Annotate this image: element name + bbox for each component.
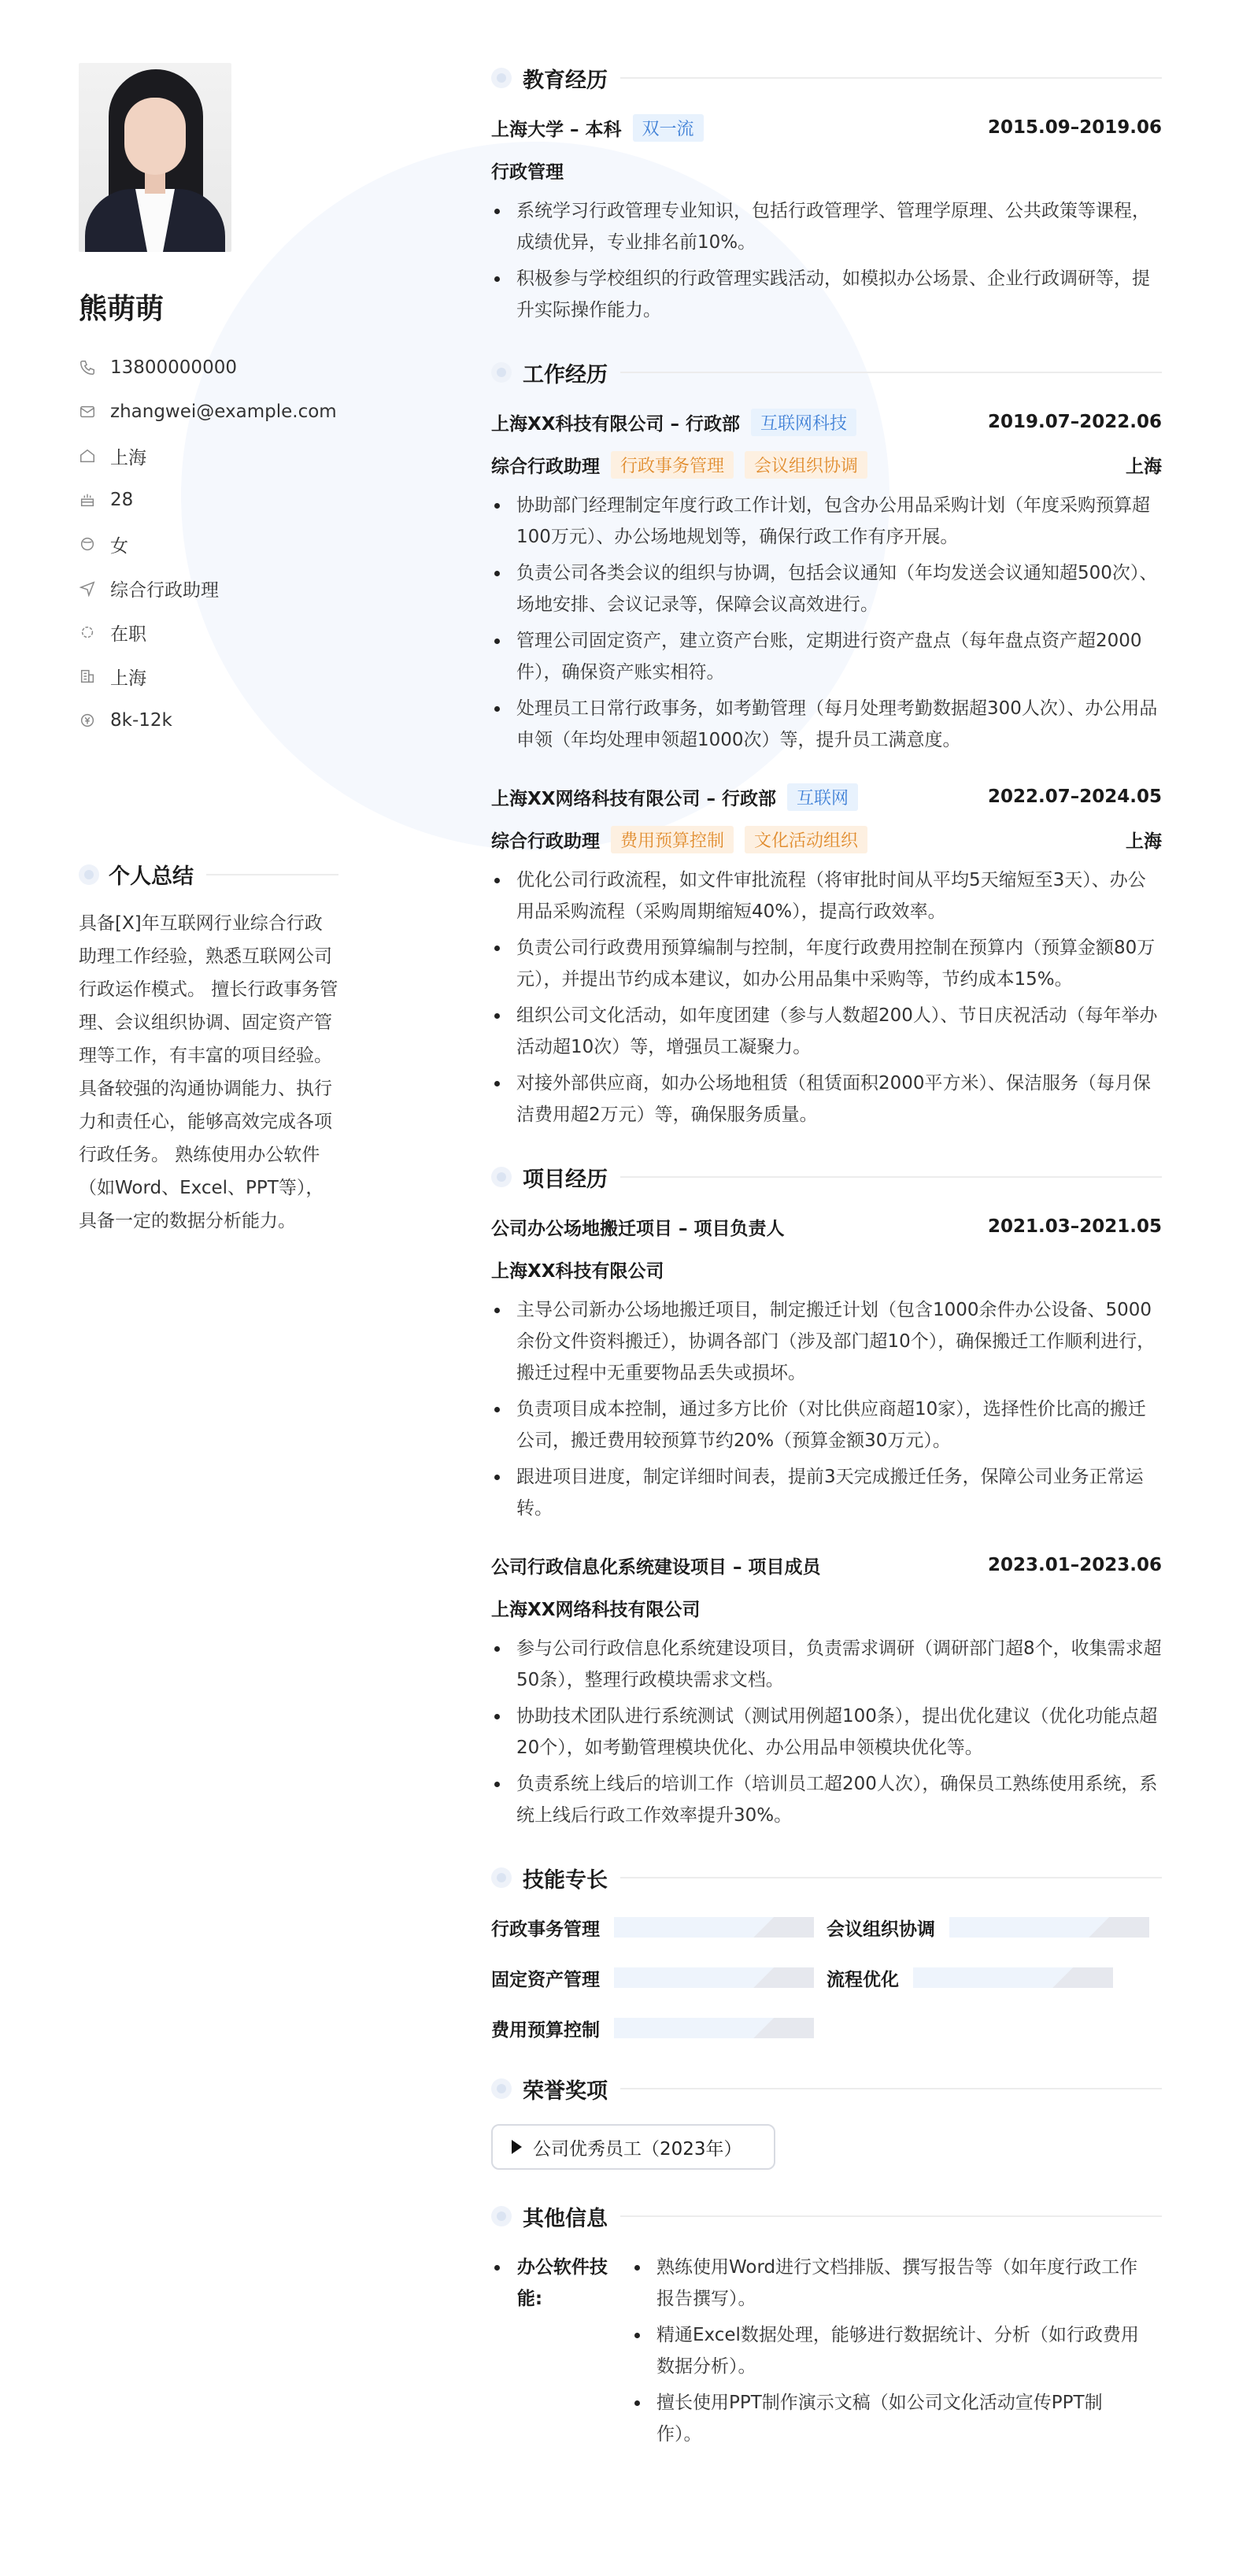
section-icon	[79, 864, 99, 885]
contact-info	[79, 346, 338, 742]
company-name: 上海XX网络科技有限公司 – 行政部	[491, 788, 776, 809]
list-item: 负责公司行政费用预算编制与控制，年度行政费用控制在预算内（预算金额80万元），并提出节约成本建议，如办公用品集中采购等，节约成本15%。	[491, 932, 1162, 995]
project-period: 2021.03–2021.05	[987, 1216, 1162, 1237]
divider	[620, 2215, 1162, 2217]
other-bullets	[631, 2252, 1143, 2455]
skill-name: 行政事务管理	[491, 1919, 600, 1940]
list-item: 负责公司各类会议的组织与协调，包括会议通知（年均发送会议通知超500次）、场地安排、会议记录等，保障会议高效进行。	[491, 557, 1162, 620]
section-title: 技能专长	[523, 1867, 608, 1893]
project-name: 公司办公场地搬迁项目 – 项目负责人	[491, 1218, 785, 1239]
skill-bar	[614, 1917, 814, 1938]
skill-tag: 文化活动组织	[745, 826, 867, 853]
award-label: 公司优秀员工（2023年）	[533, 2138, 742, 2160]
divider	[620, 1877, 1162, 1878]
mail-icon	[79, 403, 96, 420]
skill-bar-fill	[913, 1967, 1073, 1988]
main-content	[491, 63, 1162, 2486]
list-item: 主导公司新办公场地搬迁项目，制定搬迁计划（包含1000余件办公设备、5000余份文件资料搬迁），协调各部门（涉及部门超10个），确保搬迁工作顺利进行，搬迁过程中无重要物品丢失或损坏。	[491, 1294, 1162, 1389]
divider	[620, 2088, 1162, 2089]
phone-icon	[79, 359, 96, 376]
candidate-name: 熊萌萌	[79, 293, 165, 325]
divider	[620, 1176, 1162, 1178]
list-item: 跟进项目进度，制定详细时间表，提前3天完成搬迁任务，保障公司业务正常运转。	[491, 1461, 1162, 1524]
summary-text: 具备[X]年互联网行业综合行政助理工作经验，熟悉互联网公司行政运作模式。 擅长行政事务管理、会议组织协调、固定资产管理等工作，有丰富的项目经验。 具备较强的沟通协调能力、执行力和责任心，能够高效完成各项行政任务。 熟练使用办公软件（如Word、Excel、PPT等），具备一定的数据分析能力。	[79, 913, 338, 1231]
project-bullets	[491, 1294, 1162, 1524]
section-header	[491, 357, 1162, 387]
section-header	[491, 1863, 1162, 1893]
skill-bar	[614, 1967, 814, 1988]
info-gender	[79, 522, 338, 566]
project-company: 上海XX科技有限公司	[491, 1260, 664, 1282]
job-city: 上海	[1126, 831, 1162, 852]
project-name: 公司行政信息化系统建设项目 – 项目成员	[491, 1556, 821, 1578]
list-item: 协助技术团队进行系统测试（测试用例超100条），提出优化建议（优化功能点超20个），如考勤管理模块优化、办公用品申领模块优化等。	[491, 1701, 1162, 1764]
skills-grid	[491, 1913, 1162, 2042]
summary-header	[79, 859, 338, 890]
project-entry	[491, 1212, 1162, 1524]
info-text: zhangwei@example.com	[110, 402, 337, 422]
skill-bar-fill	[614, 2018, 774, 2038]
industry-tag: 互联网科技	[751, 409, 856, 436]
other-info	[491, 2252, 1162, 2455]
info-email	[79, 390, 338, 434]
section-header	[491, 2201, 1162, 2231]
job-period: 2019.07–2022.06	[987, 412, 1162, 432]
divider	[620, 372, 1162, 373]
avatar	[79, 63, 231, 252]
list-item: 协助部门经理制定年度行政工作计划，包含办公用品采购计划（年度采购预算超100万元）、办公场地规划等，确保行政工作有序开展。	[491, 490, 1162, 553]
company-name: 上海XX科技有限公司 – 行政部	[491, 413, 740, 435]
status-icon	[79, 624, 96, 641]
info-phone	[79, 346, 338, 390]
info-text: 在职	[110, 624, 146, 645]
skill-name: 费用预算控制	[491, 2019, 600, 2041]
project-company: 上海XX网络科技有限公司	[491, 1599, 701, 1620]
list-item: 组织公司文化活动，如年度团建（参与人数超200人）、节日庆祝活动（每年举办活动超10次）等，增强员工凝聚力。	[491, 1000, 1162, 1063]
section-title: 个人总结	[109, 864, 194, 889]
major: 行政管理	[491, 161, 564, 183]
section-header	[491, 63, 1162, 93]
skill-tag: 行政事务管理	[611, 451, 734, 479]
project-period: 2023.01–2023.06	[987, 1555, 1162, 1575]
job-bullets	[491, 864, 1162, 1131]
info-age	[79, 478, 338, 522]
sidebar	[79, 63, 338, 1238]
salary-icon	[79, 712, 96, 729]
job-city: 上海	[1126, 456, 1162, 477]
skill-bar	[949, 1917, 1149, 1938]
gender-icon	[79, 535, 96, 553]
list-item: 处理员工日常行政事务，如考勤管理（每月处理考勤数据超300人次）、办公用品申领（年均处理申领超1000次）等，提升员工满意度。	[491, 693, 1162, 756]
skill-bar-fill	[614, 1917, 774, 1938]
education-section	[491, 63, 1162, 326]
list-item: 精通Excel数据处理，能够进行数据统计、分析（如行政费用数据分析）。	[631, 2319, 1143, 2382]
skill-item	[827, 1913, 1162, 1941]
divider	[206, 874, 338, 875]
info-position	[79, 566, 338, 610]
info-text: 上海	[110, 447, 146, 468]
home-icon	[79, 447, 96, 464]
list-item: 参与公司行政信息化系统建设项目，负责需求调研（调研部门超8个，收集需求超50条），整理行政模块需求文档。	[491, 1633, 1162, 1696]
school-tag: 双一流	[633, 114, 704, 142]
job-bullets	[491, 490, 1162, 756]
list-item: 负责项目成本控制，通过多方比价（对比供应商超10家），选择性价比高的搬迁公司，搬迁费用较预算节约20%（预算金额30万元）。	[491, 1393, 1162, 1456]
list-item: 积极参与学校组织的行政管理实践活动，如模拟办公场景、企业行政调研等，提升实际操作能力。	[491, 263, 1162, 326]
list-item: 负责系统上线后的培训工作（培训员工超200人次），确保员工熟练使用系统，系统上线后行政工作效率提升30%。	[491, 1768, 1162, 1831]
info-text: 上海	[110, 668, 146, 689]
skill-name: 流程优化	[827, 1969, 899, 1990]
job-period: 2022.07–2024.05	[987, 786, 1162, 807]
award-item[interactable]	[491, 2124, 775, 2170]
info-status	[79, 610, 338, 654]
divider	[620, 77, 1162, 79]
skill-bar-fill	[614, 1967, 774, 1988]
work-section	[491, 357, 1162, 1131]
education-period: 2015.09–2019.06	[987, 117, 1162, 138]
info-salary	[79, 698, 338, 742]
job-position: 综合行政助理	[491, 456, 600, 477]
skill-item	[491, 1913, 827, 1941]
skill-item	[491, 1963, 827, 1992]
skill-name: 固定资产管理	[491, 1969, 600, 1990]
skill-bar-fill	[949, 1917, 1109, 1938]
other-key: 办公软件技能:	[516, 2257, 608, 2309]
list-item: 擅长使用PPT制作演示文稿（如公司文化活动宣传PPT制作）。	[631, 2387, 1143, 2450]
education-row	[491, 113, 1162, 142]
industry-tag: 互联网	[787, 783, 858, 811]
job-entry	[491, 783, 1162, 1131]
skill-tag: 会议组织协调	[745, 451, 867, 479]
list-item: 熟练使用Word进行文档排版、撰写报告等（如年度行政工作报告撰写）。	[631, 2252, 1143, 2315]
cake-icon	[79, 491, 96, 509]
education-bullets	[491, 195, 1162, 326]
info-text: 8k-12k	[110, 710, 172, 731]
section-icon	[491, 2078, 512, 2099]
section-title: 教育经历	[523, 68, 608, 93]
info-text: 女	[110, 535, 128, 557]
section-icon	[491, 68, 512, 88]
section-title: 其他信息	[523, 2206, 608, 2231]
project-entry	[491, 1551, 1162, 1831]
list-item: 优化公司行政流程，如文件审批流程（将审批时间从平均5天缩短至3天）、办公用品采购流程（采购周期缩短40%），提高行政效率。	[491, 864, 1162, 927]
section-icon	[491, 1867, 512, 1888]
school-name: 上海大学 – 本科	[491, 119, 622, 140]
job-entry	[491, 408, 1162, 756]
section-title: 荣誉奖项	[523, 2078, 608, 2104]
section-title: 项目经历	[523, 1167, 608, 1192]
list-item: 系统学习行政管理专业知识，包括行政管理学、管理学原理、公共政策等课程，成绩优异，专业排名前10%。	[491, 195, 1162, 258]
info-text: 综合行政助理	[110, 579, 219, 601]
other-section	[491, 2201, 1162, 2455]
skill-item	[827, 1963, 1162, 1992]
info-city	[79, 654, 338, 698]
project-bullets	[491, 1633, 1162, 1831]
section-header	[491, 2074, 1162, 2104]
projects-section	[491, 1162, 1162, 1831]
section-icon	[491, 2206, 512, 2226]
info-location	[79, 434, 338, 478]
skill-name: 会议组织协调	[827, 1919, 935, 1940]
info-text: 13800000000	[110, 357, 237, 378]
list-item: 对接外部供应商，如办公场地租赁（租赁面积2000平方米）、保洁服务（每月保洁费用超2万元）等，确保服务质量。	[491, 1068, 1162, 1131]
skill-item	[491, 2014, 827, 2042]
job-position: 综合行政助理	[491, 831, 600, 852]
section-title: 工作经历	[523, 362, 608, 387]
play-icon	[512, 2140, 522, 2154]
skill-bar	[614, 2018, 814, 2038]
info-text: 28	[110, 490, 134, 510]
section-icon	[491, 1167, 512, 1187]
skill-tag: 费用预算控制	[611, 826, 734, 853]
list-item: 管理公司固定资产，建立资产台账，定期进行资产盘点（每年盘点资产超2000件），确保资产账实相符。	[491, 625, 1162, 688]
skill-bar	[913, 1967, 1113, 1988]
section-icon	[491, 362, 512, 383]
skills-section	[491, 1863, 1162, 2042]
honors-section	[491, 2074, 1162, 2170]
send-icon	[79, 579, 96, 597]
building-icon	[79, 668, 96, 685]
section-header	[491, 1162, 1162, 1192]
